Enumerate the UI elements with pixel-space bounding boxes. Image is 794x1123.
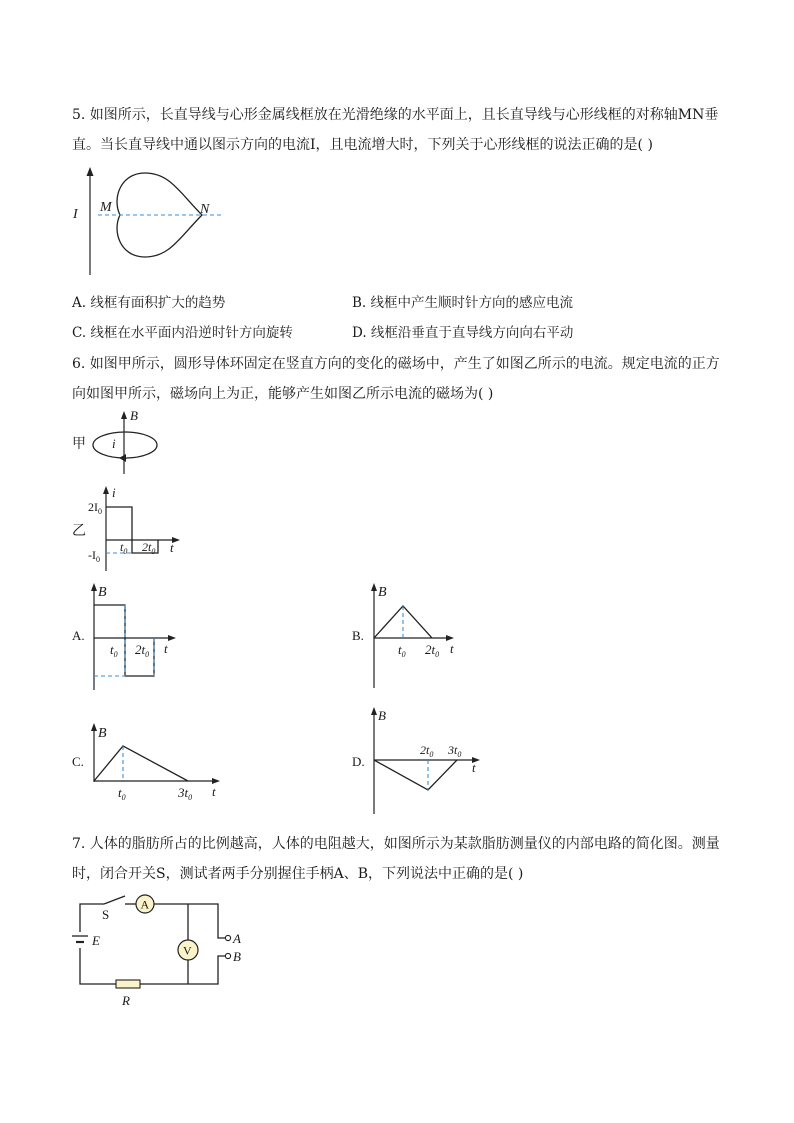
d-curve — [374, 760, 457, 790]
jia-b-label: B — [130, 408, 138, 423]
switch-label: S — [102, 907, 110, 922]
left-top-wire — [80, 904, 104, 932]
point-n-label: N — [200, 202, 210, 217]
d-tick-2t0: $2t_0$ — [420, 743, 434, 759]
a-b-label: B — [98, 585, 107, 600]
q5-option-d[interactable]: D. 线框沿垂直于直导线方向向右平动 — [352, 325, 574, 341]
c-tick-3t0: $3t_0$ — [178, 785, 193, 802]
b-b-axis-arrow-icon — [371, 583, 377, 591]
battery-label: E — [92, 933, 100, 948]
a-tick-2t0: $2t_0$ — [135, 642, 150, 659]
q7-line1: 7. 人体的脂肪所占的比例越高，人体的电阻越大，如图所示为某款脂肪测量仪的内部电路的简化图。测量 — [72, 836, 720, 852]
q5-heart-figure — [70, 165, 240, 280]
b-up-arrow-icon — [121, 411, 127, 419]
q5-option-b[interactable]: B. 线框中产生顺时针方向的感应电流 — [352, 295, 574, 311]
ammeter-label: A — [140, 897, 150, 912]
current-direction-arrow-icon — [119, 454, 126, 462]
yi-t-axis-label: t — [170, 540, 174, 555]
q6-fig-yi — [70, 485, 190, 575]
c-tick-t0: $t_0$ — [118, 785, 126, 802]
resistor-icon — [116, 980, 140, 988]
yi-i-axis-arrow-icon — [103, 486, 109, 494]
a-tick-t0: $t_0$ — [110, 642, 118, 659]
yi-i-axis-label: i — [112, 485, 116, 500]
current-label: I — [73, 207, 78, 222]
choice-d-letter: D. — [352, 754, 365, 769]
b-b-label: B — [378, 585, 387, 600]
a-t-label: t — [164, 641, 168, 656]
b-t-label: t — [450, 641, 454, 656]
q6-choice-d-graph — [350, 706, 490, 816]
q5-option-c[interactable]: C. 线框在水平面内沿逆时针方向旋转 — [72, 325, 293, 341]
a-curve-pos — [94, 605, 125, 638]
q7-circuit-diagram — [70, 890, 260, 1010]
q6-line1: 6. 如图甲所示，圆形导体环固定在竖直方向的变化的磁场中，产生了如图乙所示的电流。规定电流的正方 — [72, 356, 720, 372]
a-t-axis-arrow-icon — [168, 635, 176, 641]
yi-tick-neg-i0: $-I_0$ — [88, 548, 100, 564]
c-t-label: t — [212, 784, 216, 799]
d-b-label: B — [378, 708, 386, 723]
handle-b-label: B — [233, 949, 241, 964]
yi-tick-2i0: $2I_0$ — [88, 500, 102, 516]
choice-b-letter: B. — [352, 628, 364, 643]
top-wire-to-a — [154, 904, 225, 938]
c-b-axis-arrow-icon — [91, 723, 97, 731]
yi-current-pos-segment — [106, 507, 132, 540]
b-tick-t0: $t_0$ — [398, 642, 406, 659]
point-m-label: M — [100, 200, 112, 215]
d-b-axis-arrow-icon — [371, 707, 377, 715]
q6-line2: 向如图甲所示，磁场向上为正，能够产生如图乙所示电流的磁场为( ) — [72, 386, 494, 402]
q5-line1: 5. 如图所示，长直导线与心形金属线框放在光滑绝缘的水平面上，且长直导线与心形线框的对称轴MN垂 — [72, 107, 719, 123]
q6-fig-jia — [70, 408, 170, 478]
yi-label: 乙 — [72, 524, 86, 539]
jia-label: 甲 — [72, 437, 86, 452]
q7-line2: 时，闭合开关S，测试者两手分别握住手柄A、B，下列说法中正确的是( ) — [72, 866, 524, 882]
d-tick-3t0: $3t_0$ — [448, 743, 462, 759]
a-b-axis-arrow-icon — [91, 583, 97, 591]
b-tick-2t0: $2t_0$ — [425, 642, 440, 659]
current-arrow-icon — [87, 167, 94, 176]
yi-tick-t0: $t_0$ — [120, 540, 128, 556]
bottom-wire — [80, 948, 225, 984]
handle-a-label: A — [233, 931, 241, 946]
q6-choice-b-graph — [350, 582, 470, 692]
switch-lever — [104, 896, 125, 904]
conductor-ring — [93, 432, 157, 458]
q5-line2: 直。当长直导线中通以图示方向的电流I，且电流增大时，下列关于心形线框的说法正确的是( ) — [72, 137, 653, 153]
c-b-label: B — [98, 726, 107, 741]
q6-choice-c-graph — [70, 722, 230, 802]
yi-tick-2t0: $2t_0$ — [142, 540, 156, 556]
jia-i-label: i — [112, 436, 116, 451]
handle-a-terminal — [225, 935, 230, 940]
voltmeter-label: V — [183, 943, 192, 958]
q5-option-a[interactable]: A. 线框有面积扩大的趋势 — [72, 295, 226, 311]
c-curve — [94, 746, 188, 781]
d-t-label: t — [472, 760, 476, 775]
q6-choice-a-graph — [70, 582, 190, 692]
choice-a-letter: A. — [72, 628, 85, 643]
choice-c-letter: C. — [72, 754, 84, 769]
resistor-label: R — [122, 993, 130, 1008]
handle-b-terminal — [225, 953, 230, 958]
